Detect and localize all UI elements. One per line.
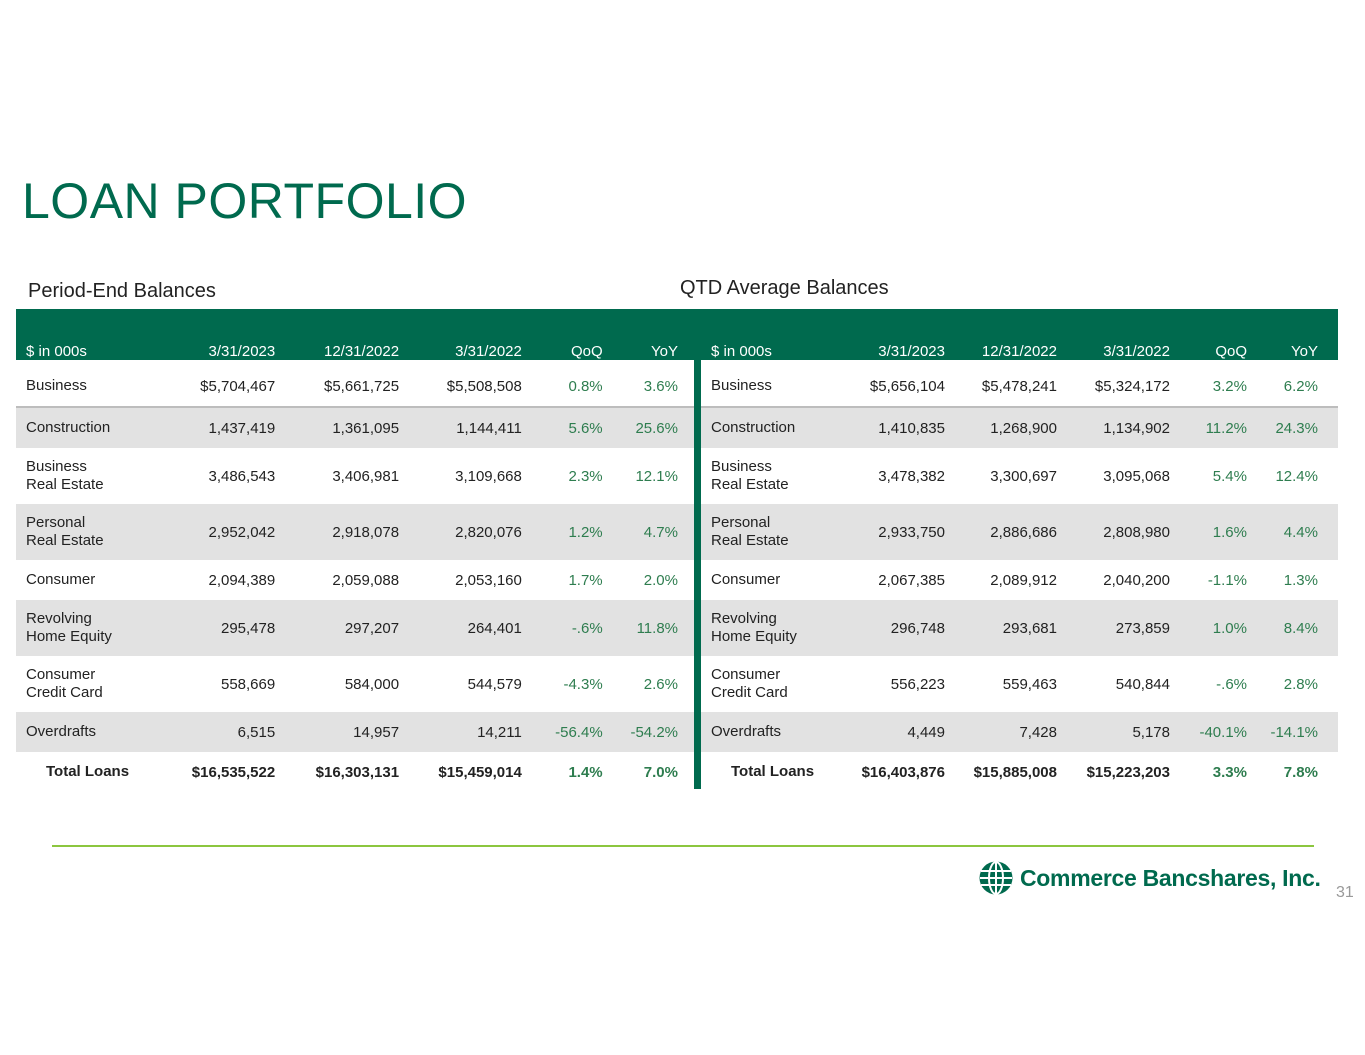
row-label (16, 407, 163, 448)
row-label-line: Real Estate (26, 476, 104, 493)
cell-v1: 1,410,835 (831, 407, 945, 448)
table-row (16, 656, 694, 712)
row-label (16, 366, 163, 407)
cell-v3: 544,579 (467, 675, 522, 693)
cell-v3: 2,053,160 (455, 571, 522, 589)
cell-yoy: -14.1% (1247, 712, 1338, 752)
total-v3: $15,459,014 (438, 763, 522, 781)
table-row (701, 366, 1338, 407)
row-label-line: Real Estate (26, 532, 104, 549)
table-row (701, 448, 1338, 504)
table-header-row (701, 309, 1338, 366)
row-label (701, 600, 831, 656)
cell-qoq: 5.4% (1212, 467, 1247, 485)
cell-qoq: 1.7% (568, 571, 603, 589)
cell-yoy: 11.8% (603, 600, 694, 656)
cell-v3: 2,808,980 (1057, 504, 1170, 560)
cell-yoy: 4.4% (1247, 504, 1338, 560)
row-label (16, 712, 163, 752)
cell-qoq: -.6% (1216, 675, 1247, 693)
column-header: 3/31/2022 (1103, 343, 1170, 360)
cell-yoy: 24.3% (1247, 407, 1338, 448)
period-end-balances-label: Period-End Balances (28, 280, 216, 302)
column-header: YoY (1291, 343, 1318, 360)
cell-v3: $5,324,172 (1057, 366, 1170, 407)
cell-v2: 559,463 (1002, 675, 1057, 693)
total-v1: $16,403,876 (861, 763, 945, 781)
cell-v3: 2,820,076 (399, 504, 522, 560)
cell-qoq: 11.2% (1170, 407, 1247, 448)
cell-v2: 7,428 (945, 712, 1057, 752)
cell-v2: 1,361,095 (275, 407, 399, 448)
cell-v3: 14,211 (399, 712, 522, 752)
row-label-line: Construction (26, 419, 111, 436)
row-label (701, 656, 831, 712)
total-v3: $15,223,203 (1086, 763, 1170, 781)
cell-v3: $5,508,508 (399, 366, 522, 407)
cell-v2: $5,478,241 (945, 366, 1057, 407)
cell-yoy: 12.1% (635, 467, 678, 485)
page-number: 31 (1336, 884, 1354, 901)
cell-v2: 2,886,686 (945, 504, 1057, 560)
row-label-line: Personal (26, 514, 86, 531)
total-v2: $15,885,008 (973, 763, 1057, 781)
row-label (701, 407, 831, 448)
cell-qoq: 1.2% (522, 504, 603, 560)
cell-qoq: -4.3% (563, 675, 603, 693)
cell-qoq: 3.2% (1170, 366, 1247, 407)
cell-v2: 14,957 (275, 712, 399, 752)
cell-qoq: -1.1% (1207, 571, 1247, 589)
cell-v2: 293,681 (945, 600, 1057, 656)
company-logo (978, 860, 1321, 896)
row-label (701, 712, 831, 752)
cell-qoq: -.6% (522, 600, 603, 656)
table-row (16, 560, 694, 600)
row-label-line: Revolving (26, 610, 92, 627)
total-row (16, 752, 694, 792)
cell-qoq: 0.8% (522, 366, 603, 407)
row-label-line: Overdrafts (711, 723, 782, 740)
cell-v3: 3,109,668 (455, 467, 522, 485)
cell-yoy: 6.2% (1247, 366, 1338, 407)
row-label-line: Real Estate (711, 476, 789, 493)
table-row (701, 656, 1338, 712)
column-header: $ in 000s (26, 343, 87, 360)
cell-yoy: 1.3% (1283, 571, 1318, 589)
table-row (16, 448, 694, 504)
cell-v3: 3,095,068 (1103, 467, 1170, 485)
column-header: QoQ (570, 343, 603, 360)
cell-v1: 556,223 (890, 675, 945, 693)
row-label (16, 560, 163, 600)
table-row (701, 600, 1338, 656)
table-row (701, 712, 1338, 752)
row-label-line: Consumer (711, 571, 781, 588)
cell-v1: 3,478,382 (878, 467, 945, 485)
total-yoy: 7.8% (1283, 763, 1318, 781)
row-label-line: Business (711, 458, 772, 475)
cell-yoy: 12.4% (1275, 467, 1318, 485)
column-header: 12/31/2022 (981, 343, 1057, 360)
total-v2: $16,303,131 (315, 763, 400, 781)
cell-v1: 295,478 (163, 600, 275, 656)
cell-v1: 4,449 (831, 712, 945, 752)
cell-v1: $5,704,467 (163, 366, 275, 407)
qtd-average-table (701, 309, 1338, 792)
total-qoq: 1.4% (568, 763, 603, 781)
row-label-line: Home Equity (26, 628, 112, 645)
row-label (701, 504, 831, 560)
cell-qoq: -40.1% (1170, 712, 1247, 752)
company-name: Commerce Bancshares, Inc. (1020, 864, 1321, 891)
cell-v1: 1,437,419 (163, 407, 275, 448)
column-header: 3/31/2023 (878, 343, 945, 360)
row-label (16, 656, 163, 712)
row-label-line: Consumer (26, 571, 96, 588)
row-label-line: Personal (711, 514, 771, 531)
cell-qoq: 1.6% (1170, 504, 1247, 560)
row-label-line: Business (711, 377, 772, 394)
cell-qoq: 1.0% (1170, 600, 1247, 656)
total-qoq: 3.3% (1212, 763, 1247, 781)
column-header: QoQ (1215, 343, 1247, 360)
row-label-line: Consumer (711, 666, 781, 683)
row-label (701, 366, 831, 407)
total-label: Total Loans (46, 763, 130, 780)
cell-v3: 2,040,200 (1103, 571, 1170, 589)
cell-v3: 273,859 (1057, 600, 1170, 656)
cell-yoy: 3.6% (603, 366, 694, 407)
cell-v1: 3,486,543 (208, 467, 276, 485)
cell-yoy: 8.4% (1247, 600, 1338, 656)
cell-v2: 2,089,912 (990, 571, 1057, 589)
row-label-line: Overdrafts (26, 723, 97, 740)
cell-yoy: -54.2% (603, 712, 694, 752)
table-row (701, 560, 1338, 600)
total-yoy: 7.0% (643, 763, 678, 781)
globe-icon (978, 860, 1014, 896)
cell-v1: 2,933,750 (831, 504, 945, 560)
table-header-row (16, 309, 694, 366)
table-row (16, 366, 694, 407)
total-label: Total Loans (731, 763, 815, 780)
row-label-line: Construction (711, 419, 796, 436)
period-end-panel (16, 309, 694, 792)
cell-v2: $5,661,725 (275, 366, 399, 407)
cell-qoq: -56.4% (522, 712, 603, 752)
page-title: LOAN PORTFOLIO (22, 173, 468, 229)
table-row (16, 712, 694, 752)
cell-qoq: 5.6% (522, 407, 603, 448)
column-header: YoY (651, 343, 678, 360)
cell-v1: 296,748 (831, 600, 945, 656)
row-label-line: Business (26, 377, 87, 394)
column-header: 3/31/2023 (208, 343, 276, 360)
cell-v1: 558,669 (220, 675, 276, 693)
row-label (701, 448, 831, 504)
row-label-line: Home Equity (711, 628, 797, 645)
cell-v1: $5,656,104 (831, 366, 945, 407)
total-v1: $16,535,522 (191, 763, 276, 781)
row-label-line: Credit Card (711, 684, 788, 701)
cell-v2: 3,406,981 (332, 467, 400, 485)
cell-v2: 2,059,088 (332, 571, 400, 589)
column-header: 3/31/2022 (455, 343, 522, 360)
column-header: 12/31/2022 (323, 343, 400, 360)
row-label-line: Credit Card (26, 684, 103, 701)
table-row (16, 600, 694, 656)
row-label-line: Business (26, 458, 87, 475)
row-label (16, 600, 163, 656)
period-end-table (16, 309, 694, 792)
qtd-average-balances-label: QTD Average Balances (680, 277, 889, 299)
cell-yoy: 25.6% (603, 407, 694, 448)
cell-yoy: 2.6% (643, 675, 678, 693)
cell-v2: 297,207 (275, 600, 399, 656)
cell-yoy: 2.8% (1283, 675, 1318, 693)
cell-v3: 540,844 (1115, 675, 1170, 693)
cell-v3: 1,134,902 (1057, 407, 1170, 448)
cell-v3: 5,178 (1057, 712, 1170, 752)
cell-v3: 1,144,411 (399, 407, 522, 448)
cell-v2: 2,918,078 (275, 504, 399, 560)
row-label (16, 448, 163, 504)
total-row (701, 752, 1338, 792)
table-row (16, 504, 694, 560)
footer-rule (52, 845, 1314, 847)
table-divider (694, 309, 701, 789)
row-label-line: Consumer (26, 666, 96, 683)
cell-v2: 3,300,697 (990, 467, 1057, 485)
cell-v3: 264,401 (399, 600, 522, 656)
cell-yoy: 2.0% (643, 571, 678, 589)
row-label-line: Revolving (711, 610, 777, 627)
cell-yoy: 4.7% (603, 504, 694, 560)
column-header: $ in 000s (711, 343, 772, 360)
cell-v2: 1,268,900 (945, 407, 1057, 448)
row-label (701, 560, 831, 600)
cell-v1: 2,067,385 (878, 571, 945, 589)
row-label (16, 504, 163, 560)
qtd-average-panel (701, 309, 1338, 792)
cell-v1: 2,952,042 (163, 504, 275, 560)
table-row (701, 504, 1338, 560)
cell-v1: 2,094,389 (208, 571, 276, 589)
cell-v2: 584,000 (344, 675, 400, 693)
table-row (16, 407, 694, 448)
row-label-line: Real Estate (711, 532, 789, 549)
cell-qoq: 2.3% (568, 467, 603, 485)
cell-v1: 6,515 (163, 712, 275, 752)
table-row (701, 407, 1338, 448)
